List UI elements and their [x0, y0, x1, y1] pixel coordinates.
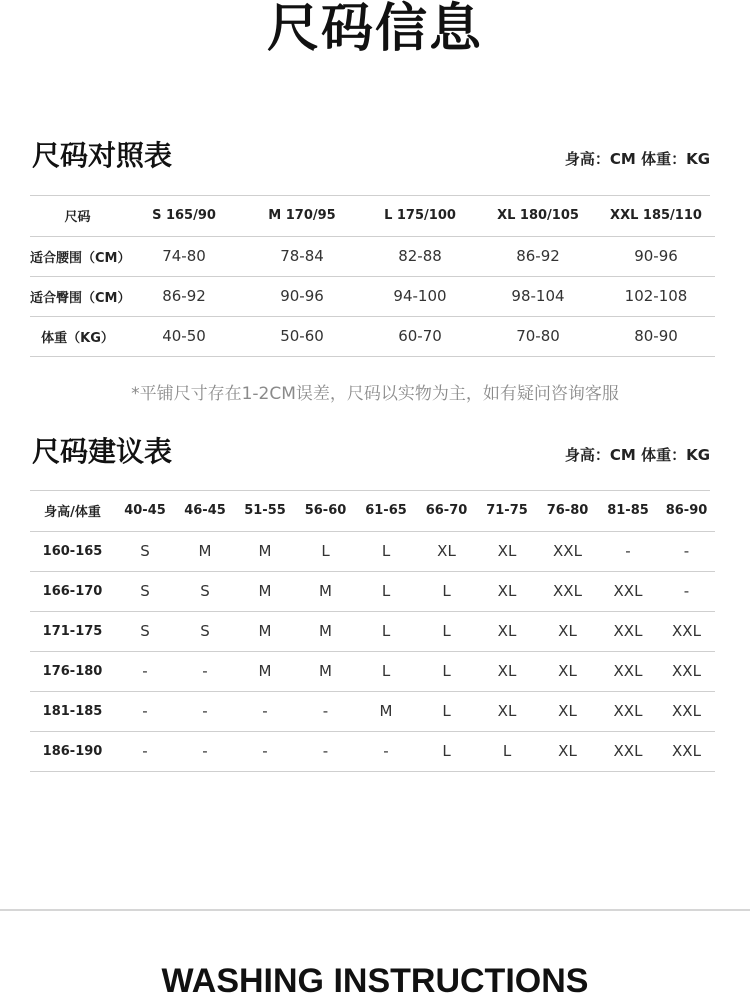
table-cell: 82-88 — [361, 236, 479, 276]
table-cell: M — [235, 531, 295, 571]
table-cell: S — [115, 531, 175, 571]
table-row — [30, 691, 715, 731]
table-cell: XXL — [537, 571, 598, 611]
table-cell: M — [235, 571, 295, 611]
table-cell: 80-90 — [597, 316, 715, 356]
table-cell: XXL — [598, 731, 658, 771]
table-cell: - — [295, 691, 356, 731]
table-cell: M — [235, 651, 295, 691]
size-chart-header-cell: XL 180/105 — [479, 196, 597, 236]
row-label: 体重（KG） — [30, 316, 125, 356]
table-cell: XL — [477, 611, 537, 651]
table-cell: M — [235, 611, 295, 651]
row-label: 171-175 — [30, 611, 115, 651]
recommend-header-cell: 86-90 — [658, 491, 715, 531]
table-cell: S — [115, 571, 175, 611]
row-label: 166-170 — [30, 571, 115, 611]
table-cell: L — [416, 571, 477, 611]
table-cell: 90-96 — [243, 276, 361, 316]
table-cell: 50-60 — [243, 316, 361, 356]
table-cell: 86-92 — [125, 276, 243, 316]
table-cell: L — [356, 611, 416, 651]
table-cell: L — [416, 611, 477, 651]
table-row — [30, 276, 715, 316]
table-row — [30, 651, 715, 691]
recommend-chart-title: 尺码建议表 — [32, 435, 173, 468]
table-cell: 94-100 — [361, 276, 479, 316]
table-cell: XL — [477, 651, 537, 691]
recommend-header-cell: 71-75 — [477, 491, 537, 531]
page-title: 尺码信息 — [266, 0, 483, 59]
table-cell: M — [175, 531, 235, 571]
table-cell: - — [356, 731, 416, 771]
table-cell: XXL — [598, 691, 658, 731]
section-divider — [0, 909, 750, 911]
table-cell: - — [175, 691, 235, 731]
row-label: 186-190 — [30, 731, 115, 771]
table-cell: - — [235, 731, 295, 771]
recommend-header-cell: 81-85 — [598, 491, 658, 531]
size-chart-header-cell: XXL 185/110 — [597, 196, 715, 236]
table-cell: - — [115, 731, 175, 771]
size-chart-title: 尺码对照表 — [32, 139, 173, 172]
recommend-chart-unit-note: 身高：CM 体重：KG — [564, 446, 710, 464]
table-cell: 90-96 — [597, 236, 715, 276]
table-cell: S — [115, 611, 175, 651]
row-label: 适合腰围（CM） — [30, 236, 125, 276]
table-cell: XXL — [658, 731, 715, 771]
size-chart-header-cell: M 170/95 — [243, 196, 361, 236]
recommend-header-cell: 61-65 — [356, 491, 416, 531]
table-cell: L — [295, 531, 356, 571]
size-chart-table — [30, 196, 715, 357]
washing-instructions-title: WASHING INSTRUCTIONS — [161, 962, 589, 1000]
table-cell: L — [416, 731, 477, 771]
table-cell: XL — [537, 731, 598, 771]
recommend-header-cell: 身高/体重 — [30, 491, 115, 531]
table-cell: 78-84 — [243, 236, 361, 276]
table-cell: L — [356, 651, 416, 691]
table-cell: 60-70 — [361, 316, 479, 356]
table-cell: L — [416, 651, 477, 691]
table-cell: XL — [416, 531, 477, 571]
table-cell: XL — [537, 651, 598, 691]
recommend-header-cell: 76-80 — [537, 491, 598, 531]
table-cell: L — [356, 571, 416, 611]
table-cell: L — [477, 731, 537, 771]
table-cell: XL — [537, 691, 598, 731]
table-cell: - — [658, 531, 715, 571]
table-row — [30, 611, 715, 651]
table-cell: XL — [477, 691, 537, 731]
table-cell: XXL — [598, 611, 658, 651]
size-chart-unit-note: 身高：CM 体重：KG — [564, 150, 710, 168]
recommend-header-cell: 46-45 — [175, 491, 235, 531]
table-row — [30, 571, 715, 611]
table-cell: XL — [477, 531, 537, 571]
table-cell: S — [175, 611, 235, 651]
row-label: 160-165 — [30, 531, 115, 571]
table-cell: 40-50 — [125, 316, 243, 356]
table-cell: M — [295, 571, 356, 611]
table-cell: - — [235, 691, 295, 731]
row-label: 176-180 — [30, 651, 115, 691]
table-cell: XXL — [537, 531, 598, 571]
table-cell: 74-80 — [125, 236, 243, 276]
recommend-header-cell: 40-45 — [115, 491, 175, 531]
table-row — [30, 531, 715, 571]
table-cell: XXL — [658, 691, 715, 731]
table-cell: XXL — [598, 571, 658, 611]
table-cell: - — [175, 651, 235, 691]
table-cell: - — [115, 651, 175, 691]
table-cell: 70-80 — [479, 316, 597, 356]
size-chart-header-cell: 尺码 — [30, 196, 125, 236]
table-cell: 98-104 — [479, 276, 597, 316]
recommend-header-cell: 56-60 — [295, 491, 356, 531]
table-cell: L — [356, 531, 416, 571]
row-label: 181-185 — [30, 691, 115, 731]
table-cell: - — [115, 691, 175, 731]
table-cell: S — [175, 571, 235, 611]
table-cell: M — [295, 651, 356, 691]
table-cell: - — [175, 731, 235, 771]
recommend-header-cell: 66-70 — [416, 491, 477, 531]
size-chart-footnote: *平铺尺寸存在1-2CM误差，尺码以实物为主，如有疑问咨询客服 — [131, 384, 619, 404]
table-cell: - — [295, 731, 356, 771]
table-cell: XXL — [598, 651, 658, 691]
table-row — [30, 316, 715, 356]
recommend-header-cell: 51-55 — [235, 491, 295, 531]
table-cell: M — [356, 691, 416, 731]
size-chart-header-cell: L 175/100 — [361, 196, 479, 236]
table-cell: XL — [537, 611, 598, 651]
table-cell: M — [295, 611, 356, 651]
table-cell: - — [658, 571, 715, 611]
table-cell: 102-108 — [597, 276, 715, 316]
recommend-chart-header-row — [30, 491, 715, 531]
size-chart-header-cell: S 165/90 — [125, 196, 243, 236]
table-cell: XL — [477, 571, 537, 611]
size-chart-header-row — [30, 196, 715, 236]
recommend-chart-table — [30, 491, 715, 772]
table-row — [30, 236, 715, 276]
table-cell: XXL — [658, 611, 715, 651]
row-label: 适合臀围（CM） — [30, 276, 125, 316]
table-cell: 86-92 — [479, 236, 597, 276]
table-cell: XXL — [658, 651, 715, 691]
table-cell: L — [416, 691, 477, 731]
table-cell: - — [598, 531, 658, 571]
table-row — [30, 731, 715, 771]
